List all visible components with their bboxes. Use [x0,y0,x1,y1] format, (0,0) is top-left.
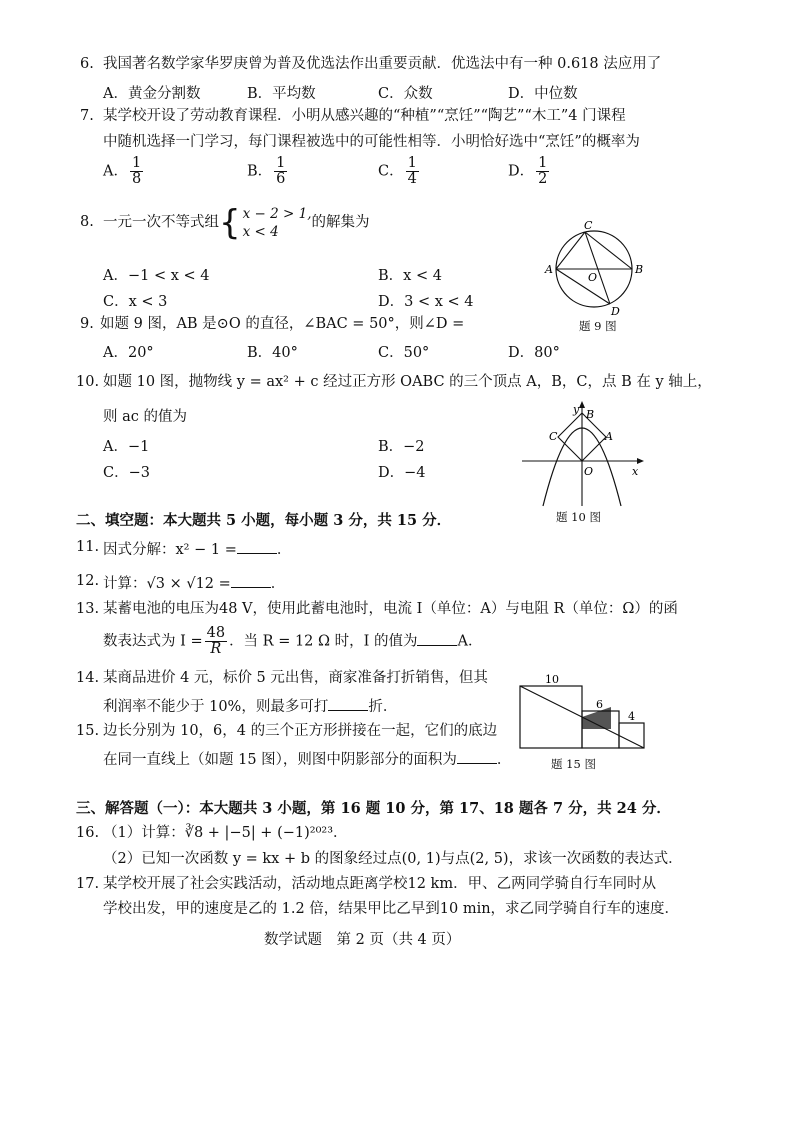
q8-option-d: D．3 < x < 4 [378,294,474,310]
fig10-label-y: y [573,403,580,416]
q15-stem-line1: 边长分别为 10，6，4 的三个正方形拼接在一起，它们的底边 [103,723,498,739]
q15-stem-line2: 在同一直线上（如题 15 图），则图中阴影部分的面积为 ． [103,749,511,769]
q9-number: 9. [80,316,94,332]
q10-stem-line2: 则 ac 的值为 [103,409,187,425]
inequality-system: { x − 2 > 1, x < 4 [219,203,312,244]
figure-9-circle-diagram [540,220,650,320]
q10-option-d: D．−4 [378,465,426,481]
q7-option-b: B． $\frac{1}{6}$ [247,155,286,188]
figure-15-squares-diagram [514,672,654,752]
q7-option-a: A． $\frac{1}{8}$ [103,155,142,188]
q14-answer-blank [328,696,368,711]
q10-number: 10. [76,374,100,390]
q17-stem-line1: 某学校开展了社会实践活动，活动地点距离学校12 km．甲、乙两同学骑自行车同时从 [103,876,657,892]
q15-number: 15. [76,723,100,739]
q17-number: 17. [76,876,100,892]
q14-number: 14. [76,670,100,686]
fig9-label-o: O [588,271,598,284]
q11-number: 11. [76,539,100,555]
q13-answer-blank [417,631,457,646]
fig9-label-c: C [584,220,593,232]
q11-stem: 因式分解：x² − 1 = ． [103,539,291,559]
q8-stem: 一元一次不等式组 { x − 2 > 1, x < 4 的解集为 [103,203,370,244]
q9-option-c: C．50° [378,345,430,361]
q9-stem: 如题 9 图，AB 是⊙O 的直径，∠BAC = 50°，则∠D = [100,316,465,332]
q13-number: 13. [76,601,100,617]
fig10-caption: 题 10 图 [556,510,601,524]
q8-option-c: C．x < 3 [103,294,168,310]
q6-option-b: B．平均数 [247,86,316,102]
fig10-label-a: A [605,430,613,443]
q7-stem-line2: 中随机选择一门学习，每门课程被选中的可能性相等．小明恰好选中“烹饪”的概率为 [103,134,640,150]
q11-answer-blank [237,539,277,554]
q12-stem: 计算：√3 × √12 = ． [103,573,285,593]
section-2-heading: 二、填空题：本大题共 5 小题，每小题 3 分，共 15 分． [76,512,452,529]
fig9-label-a: A [545,263,553,276]
fig15-label-4: 4 [628,710,635,723]
fig10-label-c: C [549,430,558,443]
q6-option-a: A．黄金分割数 [103,86,201,102]
q10-option-b: B．−2 [378,439,425,455]
q9-option-a: A．20° [103,345,154,361]
section-3-heading: 三、解答题（一）：本大题共 3 小题，第 16 题 10 分，第 17、18 题各 7 分，共 24 分． [76,800,671,817]
q12-number: 12. [76,573,100,589]
q6-option-d: D．中位数 [508,86,578,102]
q16-part2: （2）已知一次函数 y = kx + b 的图象经过点(0, 1)与点(2, 5)，求该一次函数的表达式． [103,851,683,867]
fig9-caption: 题 9 图 [579,319,617,333]
fig9-label-d: D [611,305,620,318]
fig15-caption: 题 15 图 [551,757,596,771]
q14-stem-line2: 利润率不能少于 10%，则最多可打 折． [103,696,397,716]
q16-part1: （1）计算：∛8 + |−5| + (−1)²⁰²³． [103,825,348,841]
q14-stem-line1: 某商品进价 4 元，标价 5 元出售，商家准备打折销售，但其 [103,670,488,686]
page-footer: 数学试题 第 2 页（共 4 页） [264,932,461,948]
q9-option-b: B．40° [247,345,298,361]
q10-option-c: C．−3 [103,465,150,481]
q13-stem-line1: 某蓄电池的电压为48 V，使用此蓄电池时，电流 I（单位：A）与电阻 R（单位：Ω）的函 [103,601,678,617]
q15-answer-blank [457,749,497,764]
q7-option-c: C． $\frac{1}{4}$ [378,155,417,188]
q7-stem-line1: 某学校开设了劳动教育课程．小明从感兴趣的“种植”“烹饪”“陶艺”“木工”4 门课程 [103,108,626,124]
q7-option-d: D． $\frac{1}{2}$ [508,155,548,188]
q6-option-c: C．众数 [378,86,433,102]
q17-stem-line2: 学校出发，甲的速度是乙的 1.2 倍，结果甲比乙早到10 min，求乙同学骑自行车的速度． [103,901,680,917]
q9-option-d: D．80° [508,345,560,361]
figure-10-parabola-diagram [518,398,648,508]
q12-answer-blank [231,573,271,588]
fig9-label-b: B [635,263,644,276]
fig10-label-x: x [632,465,639,478]
q8-number: 8. [80,214,94,230]
q16-number: 16. [76,825,100,841]
q6-stem: 我国著名数学家华罗庚曾为普及优选法作出重要贡献．优选法中有一种 0.618 法应用了 [103,56,662,72]
q10-stem-line1: 如题 10 图，抛物线 y = ax² + c 经过正方形 OABC 的三个顶点 A，B，C，点 B 在 y 轴上， [103,374,712,390]
q8-option-b: B．x < 4 [378,268,442,284]
fig10-label-b: B [586,408,595,421]
q7-number: 7. [80,108,94,124]
fig15-label-6: 6 [596,698,603,711]
q10-option-a: A．−1 [103,439,150,455]
q13-stem-line2: 数表达式为 I = $\frac{48}{R}$ ．当 R = 12 Ω 时，I 的值为 A． [103,625,483,658]
fig15-label-10: 10 [545,673,559,686]
fig10-label-o: O [584,465,594,478]
q8-option-a: A．−1 < x < 4 [103,268,210,284]
q6-number: 6. [80,56,94,72]
